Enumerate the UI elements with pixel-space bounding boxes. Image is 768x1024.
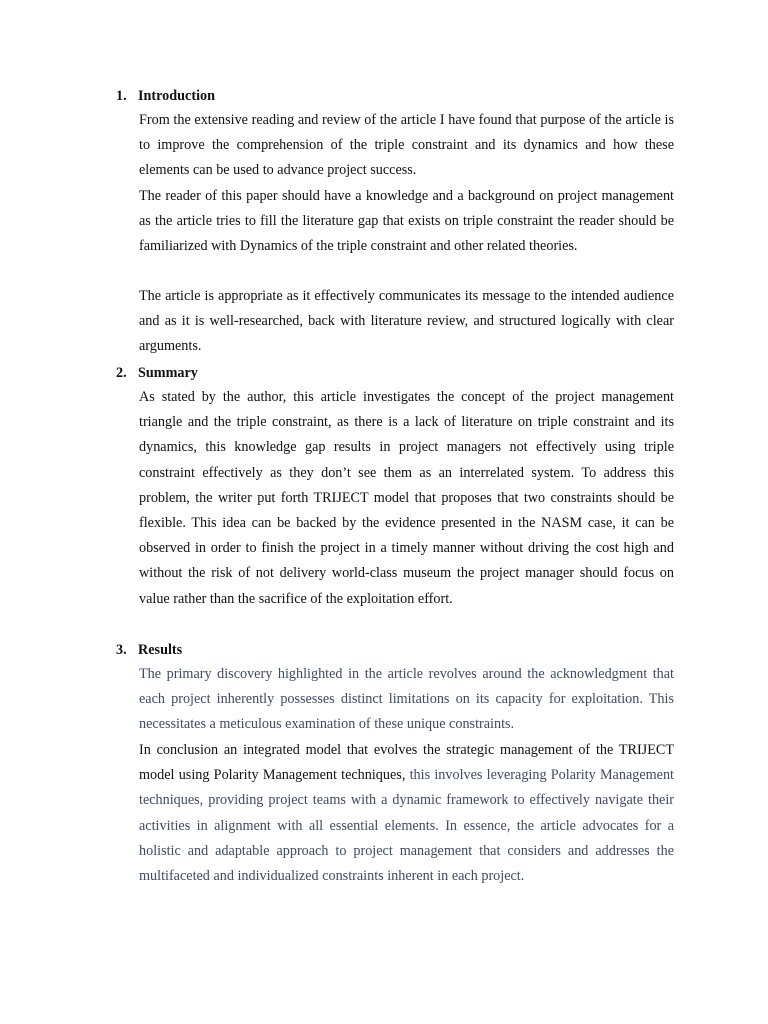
- section-heading-introduction: [116, 86, 215, 106]
- section-heading-results: [116, 640, 182, 660]
- section-number: 1.: [116, 88, 127, 104]
- results-conclusion-text: In conclusion an integrated model that evolves the strategic management of the TRIJECT model using Polarity Management techniques,: [139, 742, 674, 784]
- summary-paragraph: As stated by the author, this article investigates the concept of the project management triangle and the triple constraint, as there is a lack of literature on triple constraint and its dynamics, this knowledge gap results in project managers not effectively using triple constraint effectively as they don’t see them as an interrelated system. To address this problem, the writer put forth TRIJECT model that proposes that two constraints should be flexible. This idea can be backed by the evidence presented in the NASM case, it can be observed in order to finish the project in a timely manner without driving the cost high and without the risk of not delivery world-class museum the project manager should focus on value rather than the sacrifice of the exploitation effort.: [139, 389, 674, 607]
- introduction-paragraph-1: From the extensive reading and review of the article I have found that purpose of the article is to improve the comprehension of the triple constraint and its dynamics and how these elements can be used to advance project success.: [139, 112, 674, 179]
- introduction-paragraph-3: The article is appropriate as it effectively communicates its message to the intended audience and as it is well-researched, back with literature review, and structured logically with clear arguments.: [139, 288, 674, 355]
- results-paragraph-2: [139, 738, 674, 889]
- introduction-paragraph-2: The reader of this paper should have a knowledge and a background on project management as the article tries to fill the literature gap that exists on triple constraint the reader should be familiarized with Dynamics of the triple constraint and other related theories.: [139, 188, 674, 255]
- section-number: 2.: [116, 365, 127, 381]
- section-number: 3.: [116, 642, 127, 658]
- results-paragraph-1: The primary discovery highlighted in the article revolves around the acknowledgment that each project inherently possesses distinct limitations on its capacity for exploitation. This necessitates a meticulous examination of these unique constraints.: [139, 666, 674, 733]
- results-continuation-text: this involves leveraging Polarity Management techniques, providing project teams with a dynamic framework to effectively navigate their activities in alignment with all essential elements. In essence, the article advocates for a holistic and adaptable approach to project management that considers and addresses the multifaceted and individualized constraints inherent in each project.: [139, 767, 675, 885]
- section-title: Introduction: [138, 88, 215, 104]
- section-title: Results: [138, 642, 183, 658]
- section-title: Summary: [138, 365, 198, 381]
- section-heading-summary: [116, 363, 198, 383]
